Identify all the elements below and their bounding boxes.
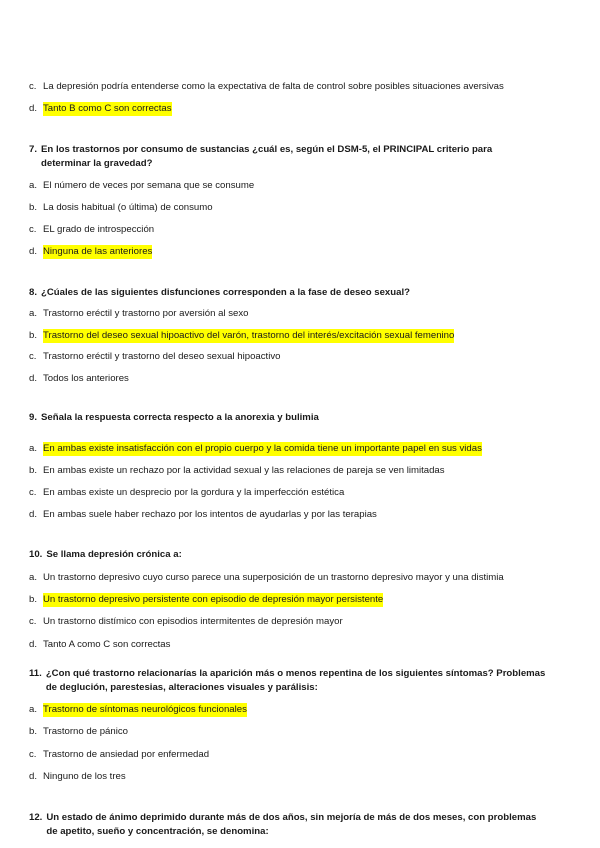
question-7 (29, 143, 569, 171)
option-text: Trastorno de ansiedad por enfermedad (43, 749, 210, 760)
option-text: Ninguno de los tres (43, 771, 126, 782)
highlighted-answer-text: Trastorno de síntomas neurológicos funcionales (43, 704, 247, 715)
option-letter: a. (29, 704, 38, 715)
question-number: 10. (29, 549, 43, 560)
question-number: 8. (29, 287, 38, 298)
option-text: Trastorno eréctil y trastorno por aversión al sexo (43, 308, 249, 319)
option-letter: b. (29, 594, 38, 605)
highlighted-answer-text: Tanto B como C son correctas (43, 103, 172, 114)
question-number: 11. (29, 668, 42, 679)
option-letter: a. (29, 443, 38, 454)
option-text: Un trastorno depresivo cuyo curso parece una superposición de un trastorno depresivo mayor y una distimia (43, 572, 504, 583)
option-letter: d. (29, 373, 38, 384)
option-text: El número de veces por semana que se consume (43, 180, 255, 191)
option-letter: b. (29, 726, 38, 737)
highlighted-answer-text: Ninguna de las anteriores (43, 246, 153, 257)
question-text: En los trastornos por consumo de sustancias ¿cuál es, según el DSM-5, el PRINCIPAL criterio para determinar la gravedad? (41, 144, 493, 169)
q10-option-b-answer[interactable] (29, 593, 569, 607)
option-text: Todos los anteriores (43, 373, 129, 384)
question-8 (29, 286, 569, 300)
option-text: Trastorno eréctil y trastorno del deseo sexual hipoactivo (43, 351, 281, 362)
option-letter: c. (29, 224, 37, 235)
option-letter: b. (29, 465, 38, 476)
option-c[interactable] (29, 80, 569, 94)
question-11 (29, 667, 569, 695)
option-letter: d. (29, 771, 38, 782)
q7-option-a[interactable] (29, 179, 569, 193)
highlighted-answer-text: En ambas existe insatisfacción con el propio cuerpo y la comida tiene un importante papel en sus vidas (43, 443, 482, 454)
question-10 (29, 548, 569, 562)
q7-option-c[interactable] (29, 223, 569, 237)
option-letter: b. (29, 330, 38, 341)
q10-option-a[interactable] (29, 571, 569, 585)
q10-option-c[interactable] (29, 615, 569, 629)
q11-option-c[interactable] (29, 748, 569, 762)
question-9 (29, 411, 569, 425)
option-letter: c. (29, 351, 37, 362)
option-text: En ambas suele haber rechazo por los intentos de ayudarlas y por las terapias (43, 509, 377, 520)
q7-option-b[interactable] (29, 201, 569, 215)
option-letter: a. (29, 572, 38, 583)
q8-option-d[interactable] (29, 372, 569, 386)
option-letter: c. (29, 749, 37, 760)
q9-option-a-answer[interactable] (29, 442, 569, 456)
question-text: Señala la respuesta correcta respecto a la anorexia y bulimia (41, 412, 319, 423)
question-text: ¿Con qué trastorno relacionarías la aparición más o menos repentina de los siguientes síntomas? Problemas de deglución, parestesias, alteraciones visuales y parálisis: (45, 668, 546, 693)
option-text: Trastorno de pánico (43, 726, 128, 737)
q8-option-a[interactable] (29, 307, 569, 321)
option-text: Tanto A como C son correctas (43, 639, 171, 650)
option-letter: c. (29, 616, 37, 627)
option-letter: b. (29, 202, 38, 213)
option-text: La depresión podría entenderse como la expectativa de falta de control sobre posibles situaciones aversivas (43, 81, 504, 92)
option-letter: d. (29, 103, 38, 114)
option-d-answer[interactable] (29, 102, 569, 116)
q8-option-c[interactable] (29, 350, 569, 364)
highlighted-answer-text: Un trastorno depresivo persistente con episodio de depresión mayor persistente (43, 594, 384, 605)
option-text: La dosis habitual (o última) de consumo (43, 202, 213, 213)
q9-option-d[interactable] (29, 508, 569, 522)
option-letter: d. (29, 509, 38, 520)
q9-option-b[interactable] (29, 464, 569, 478)
question-number: 7. (29, 144, 38, 155)
question-number: 12. (29, 812, 43, 823)
option-letter: a. (29, 180, 38, 191)
question-text: ¿Cúales de las siguientes disfunciones corresponden a la fase de deseo sexual? (41, 287, 410, 298)
option-text: Un trastorno distímico con episodios intermitentes de depresión mayor (43, 616, 343, 627)
q11-option-a-answer[interactable] (29, 703, 569, 717)
option-letter: a. (29, 308, 38, 319)
option-letter: c. (29, 81, 37, 92)
question-text: Se llama depresión crónica a: (46, 549, 182, 560)
option-letter: d. (29, 639, 38, 650)
option-text: EL grado de introspección (43, 224, 155, 235)
q11-option-d[interactable] (29, 770, 569, 784)
question-text: Un estado de ánimo deprimido durante más de dos años, sin mejoría de más de dos meses, con problemas de apetito, sueño y concentración, se denomina: (46, 812, 537, 837)
option-text: En ambas existe un rechazo por la actividad sexual y las relaciones de pareja se ven limitadas (43, 465, 445, 476)
q10-option-d[interactable] (29, 638, 569, 652)
q8-option-b-answer[interactable] (29, 329, 569, 343)
q7-option-d-answer[interactable] (29, 245, 569, 259)
q9-option-c[interactable] (29, 486, 569, 500)
option-letter: c. (29, 487, 37, 498)
question-12 (29, 811, 569, 839)
question-number: 9. (29, 412, 38, 423)
highlighted-answer-text: Trastorno del deseo sexual hipoactivo del varón, trastorno del interés/excitación sexual femenino (43, 330, 455, 341)
option-letter: d. (29, 246, 38, 257)
option-text: En ambas existe un desprecio por la gordura y la imperfección estética (43, 487, 345, 498)
q11-option-b[interactable] (29, 725, 569, 739)
